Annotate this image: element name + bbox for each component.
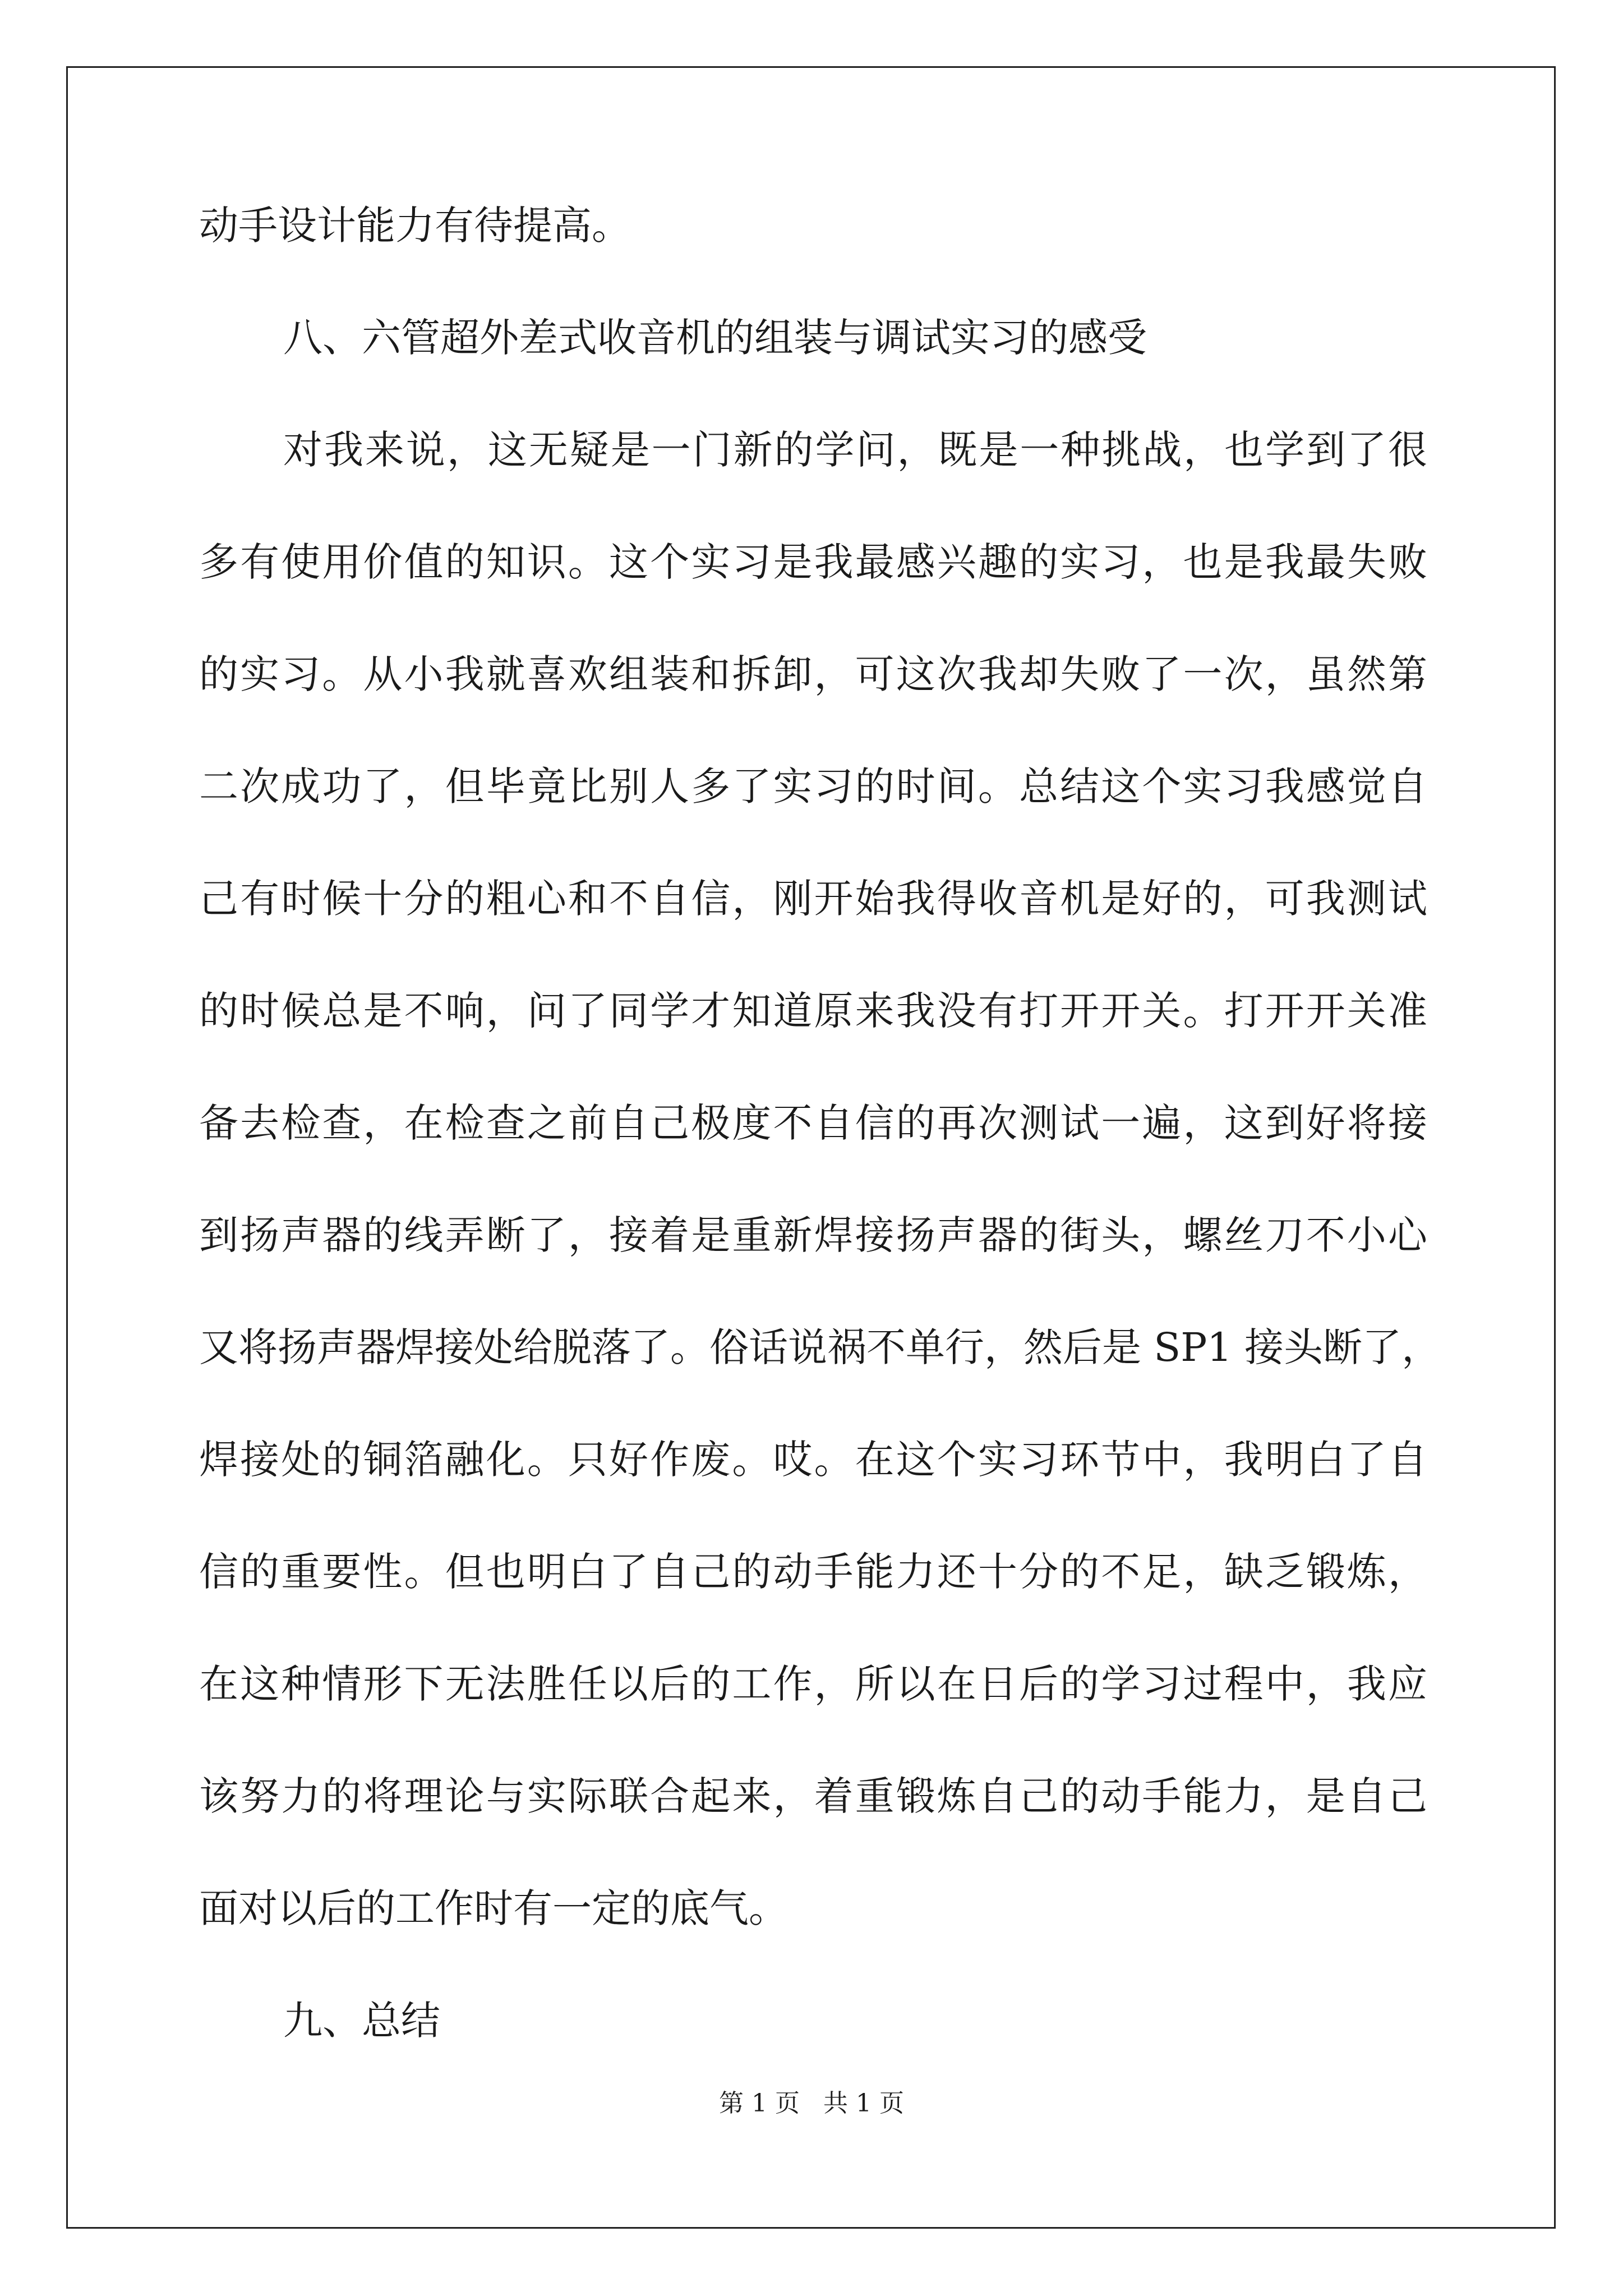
paragraph-line: 的实习。从小我就喜欢组装和拆卸，可这次我却失败了一次，虽然第 <box>199 651 1427 697</box>
paragraph-line: 对我来说，这无疑是一门新的学问，既是一种挑战，也学到了很 <box>283 427 1427 473</box>
paragraph-line: 信的重要性。但也明白了自己的动手能力还十分的不足，缺乏锻炼， <box>199 1549 1427 1595</box>
section-heading: 八、六管超外差式收音机的组装与调试实习的感受 <box>283 315 1147 361</box>
paragraph-line: 该努力的将理论与实际联合起来，着重锻炼自己的动手能力，是自己 <box>199 1773 1427 1819</box>
paragraph-line: 二次成功了，但毕竟比别人多了实习的时间。总结这个实习我感觉自 <box>199 763 1427 809</box>
paragraph-line: 己有时候十分的粗心和不自信，刚开始我得收音机是好的，可我测试 <box>199 876 1427 922</box>
paragraph-line: 备去检查，在检查之前自己极度不自信的再次测试一遍，这到好将接 <box>199 1100 1427 1146</box>
paragraph-line: 到扬声器的线弄断了，接着是重新焊接扬声器的街头，螺丝刀不小心 <box>199 1212 1427 1258</box>
section-heading: 九、总结 <box>283 1998 440 2044</box>
paragraph-line: 焊接处的铜箔融化。只好作废。哎。在这个实习环节中，我明白了自 <box>199 1437 1427 1483</box>
paragraph-line: 在这种情形下无法胜任以后的工作，所以在日后的学习过程中，我应 <box>199 1661 1427 1707</box>
paragraph-line: 面对以后的工作时有一定的底气。 <box>199 1885 788 1931</box>
paragraph-line: 又将扬声器焊接处给脱落了。俗话说祸不单行，然后是 SP1 接头断了， <box>199 1324 1441 1370</box>
paragraph-line: 动手设计能力有待提高。 <box>199 203 631 249</box>
paragraph-line: 多有使用价值的知识。这个实习是我最感兴趣的实习，也是我最失败 <box>199 539 1427 585</box>
page-footer <box>0 2087 1623 2120</box>
paragraph-line: 的时候总是不响，问了同学才知道原来我没有打开开关。打开开关准 <box>199 988 1427 1034</box>
page-number: 第 1 页 <box>719 2089 800 2118</box>
page-total: 共 1 页 <box>823 2089 904 2118</box>
